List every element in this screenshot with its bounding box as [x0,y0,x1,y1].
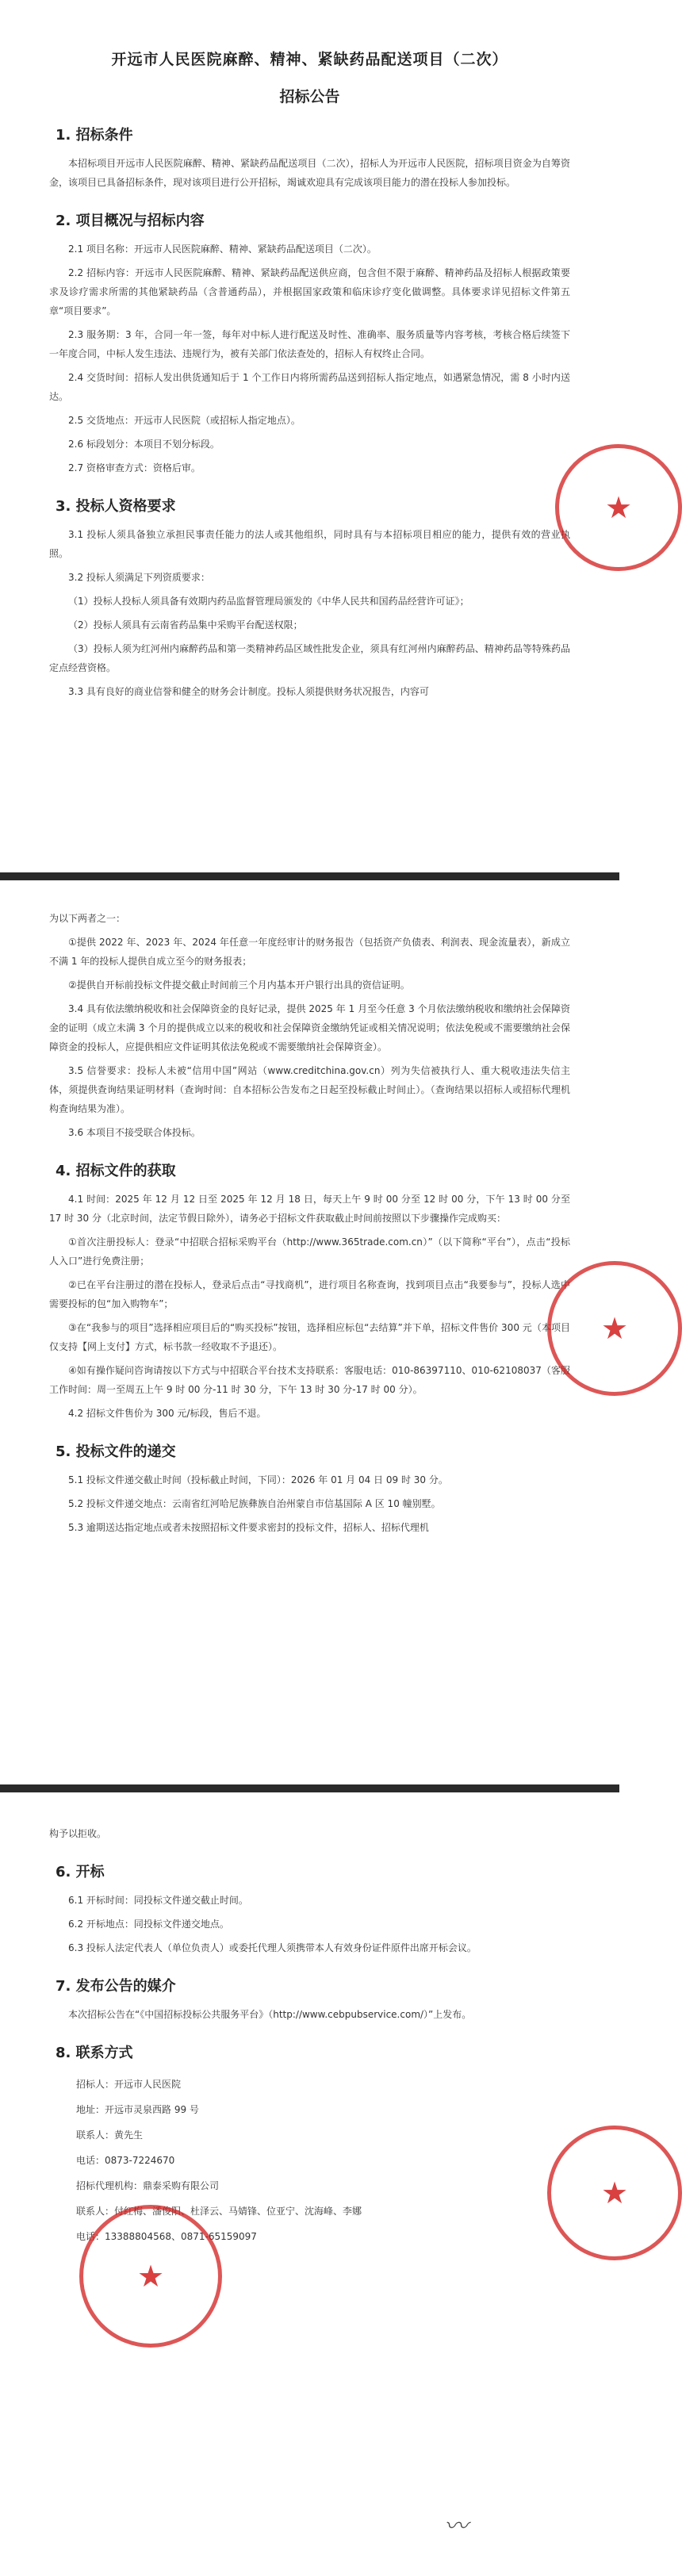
paragraph: 3.3 具有良好的商业信誉和健全的财务会计制度。投标人须提供财务状况报告，内容可 [68,686,429,697]
contact-line: 联系人：付红梅、潘俊阳、杜泽云、马婧锋、位亚宁、沈海峰、李娜 [76,2206,362,2217]
section-6-heading: 6. 开标 [56,1864,105,1880]
paragraph: 3.4 具有依法缴纳税收和社会保障资金的良好记录，提供 2025 年 1 月至今任意 3 个月依法缴纳税收和缴纳社会保障资金的证明（成立未满 3 个月的提供成立以来的税收和社会保障资金缴纳凭证或相关情况说明；依法免税或不需要缴纳社会保障资金的投标人，应提供相应文件证明其依法免税或不需要缴纳社会保障资金）。 [49,1003,570,1052]
paragraph: 为以下两者之一： [49,913,126,924]
paragraph: ③在“我参与的项目”选择相应项目后的“购买投标”按钮，选择相应标包“去结算”并下单，招标文件售价 300 元（本项目仅支持【网上支付】方式，标书款一经收取不予退还）。 [49,1322,570,1352]
section-5-heading: 5. 投标文件的递交 [56,1443,176,1460]
paragraph: 3.6 本项目不接受联合体投标。 [68,1127,201,1138]
paragraph: 2.4 交货时间：招标人发出供货通知后于 1 个工作日内将所需药品送到招标人指定地点，如遇紧急情况，需 8 小时内送达。 [49,372,570,402]
paragraph: （3）投标人须为红河州内麻醉药品和第一类精神药品区域性批发企业，须具有红河州内麻醉药品、精神药品等特殊药品定点经营资格。 [49,643,570,673]
paragraph: ④如有操作疑问咨询请按以下方式与中招联合平台技术支持联系：客服电话：010-86397110、010-62108037（客服工作时间：周一至周五上午 9 时 00 分-11 时 30 分，下午 13 时 30 分-17 时 00 分）。 [49,1365,570,1395]
section-8-heading: 8. 联系方式 [56,2045,133,2061]
paragraph: 6.1 开标时间：同投标文件递交截止时间。 [68,1895,248,1906]
signature-mark: 〰 [444,2513,468,2540]
contact-line: 电话：13388804568、0871-65159097 [76,2231,257,2242]
paragraph: 5.3 逾期送达指定地点或者未按照招标文件要求密封的投标文件，招标人、招标代理机 [68,1522,429,1533]
paragraph: （2）投标人须具有云南省药品集中采购平台配送权限； [68,619,303,631]
paragraph: 6.2 开标地点：同投标文件递交地点。 [68,1919,229,1930]
paragraph: 6.3 投标人法定代表人（单位负责人）或委托代理人须携带本人有效身份证件原件出席开标会议。 [68,1942,477,1953]
official-seal [547,2126,682,2260]
document-page-2 [0,880,629,1784]
seal-star-icon: ★ [600,1311,629,1346]
paragraph: 4.2 招标文件售价为 300 元/标段，售后不退。 [68,1408,266,1419]
paragraph: 2.6 标段划分：本项目不划分标段。 [68,439,220,450]
seal-star-icon: ★ [604,490,633,525]
paragraph: 2.5 交货地点：开远市人民医院（或招标人指定地点）。 [68,415,301,426]
contact-line: 联系人：黄先生 [76,2129,144,2141]
paragraph: 3.1 投标人须具备独立承担民事责任能力的法人或其他组织，同时具有与本招标项目相应的能力，提供有效的营业执照。 [49,529,570,559]
contact-line: 招标代理机构：鼎泰采购有限公司 [76,2180,220,2191]
contact-line: 电话：0873-7224670 [76,2155,175,2166]
paragraph: 本招标项目开远市人民医院麻醉、精神、紧缺药品配送项目（二次），招标人为开远市人民医院，招标项目资金为自筹资金，该项目已具备招标条件，现对该项目进行公开招标，竭诚欢迎具有完成该项目能力的潜在投标人参加投标。 [49,158,570,188]
paragraph: 3.5 信誉要求：投标人未被“信用中国”网站（www.creditchina.gov.cn）列为失信被执行人、重大税收违法失信主体，须提供查询结果证明材料（查询时间：自本招标公告发布之日起至投标截止时间止）。（查询结果以招标人或招标代理机构查询结果为准）。 [49,1065,570,1114]
paragraph: 3.2 投标人须满足下列资质要求： [68,572,210,583]
seal-star-icon: ★ [136,2259,165,2294]
section-1-heading: 1. 招标条件 [56,127,133,144]
paragraph: 2.3 服务期：3 年，合同一年一签，每年对中标人进行配送及时性、准确率、服务质量等内容考核，考核合格后续签下一年度合同，中标人发生违法、违规行为，被有关部门依法查处的，招标人有权终止合同。 [49,329,570,359]
paragraph: 2.1 项目名称：开远市人民医院麻醉、精神、紧缺药品配送项目（二次）。 [68,243,377,255]
paragraph: ①首次注册投标人：登录“中招联合招标采购平台（http://www.365trade.com.cn）”（以下简称“平台”），点击“投标人入口”进行免费注册； [49,1236,570,1267]
official-seal [555,444,682,571]
page-3-content [49,1824,570,2249]
paragraph: 4.1 时间：2025 年 12 月 12 日至 2025 年 12 月 18 日，每天上午 9 时 00 分至 12 时 00 分，下午 13 时 00 分至 17 时 30 分（北京时间，法定节假日除外），请务必于招标文件获取截止时间前按照以下步骤操作完成购买： [49,1194,570,1224]
paragraph: ②已在平台注册过的潜在投标人，登录后点击“寻找商机”，进行项目名称查询，找到项目点击“我要参与”，投标人选中需要投标的包“加入购物车”； [49,1279,570,1309]
paragraph: 构予以拒收。 [49,1828,107,1839]
page-separator [0,1784,619,1792]
paragraph: 5.1 投标文件递交截止时间（投标截止时间，下同）：2026 年 01 月 04 日 09 时 30 分。 [68,1474,448,1485]
document-page-1 [0,0,633,872]
document-title: 开远市人民医院麻醉、精神、紧缺药品配送项目（二次） [111,51,508,68]
paragraph: ①提供 2022 年、2023 年、2024 年任意一年度经审计的财务报告（包括资产负债表、利润表、现金流量表），新成立不满 1 年的投标人提供自成立至今的财务报表； [49,937,570,967]
section-7-heading: 7. 发布公告的媒介 [56,1978,176,1995]
contact-line: 招标人：开远市人民医院 [76,2079,182,2090]
document-subtitle: 招标公告 [279,88,340,105]
paragraph: 2.2 招标内容：开远市人民医院麻醉、精神、紧缺药品配送供应商，包含但不限于麻醉、精神药品及招标人根据政策要求及诊疗需求所需的其他紧缺药品（含普通药品），并根据国家政策和临床诊疗变化做调整。具体要求详见招标文件第五章“项目要求”。 [49,267,570,316]
paragraph: ②提供自开标前投标文件提交截止时间前三个月内基本开户银行出具的资信证明。 [68,979,410,991]
paragraph: （1）投标人投标人须具备有效期内药品监督管理局颁发的《中华人民共和国药品经营许可证》； [68,596,469,607]
official-seal [547,1261,682,1396]
page-separator [0,872,619,880]
document-page-3 [0,1792,629,2576]
paragraph: 2.7 资格审查方式：资格后审。 [68,462,201,473]
contact-line: 地址：开远市灵泉西路 99 号 [76,2104,199,2115]
section-2-heading: 2. 项目概况与招标内容 [56,213,205,229]
paragraph: 本次招标公告在“《中国招标投标公共服务平台》（http://www.cebpubservice.com/）”上发布。 [68,2009,472,2020]
paragraph: 5.2 投标文件递交地点：云南省红河哈尼族彝族自治州蒙自市信基国际 A 区 10 幢别墅。 [68,1498,441,1509]
official-seal [79,2205,222,2348]
page-2-content [49,909,570,1542]
seal-star-icon: ★ [600,2175,629,2210]
section-4-heading: 4. 招标文件的获取 [56,1163,176,1179]
page-1-content [49,0,570,706]
section-3-heading: 3. 投标人资格要求 [56,498,176,515]
